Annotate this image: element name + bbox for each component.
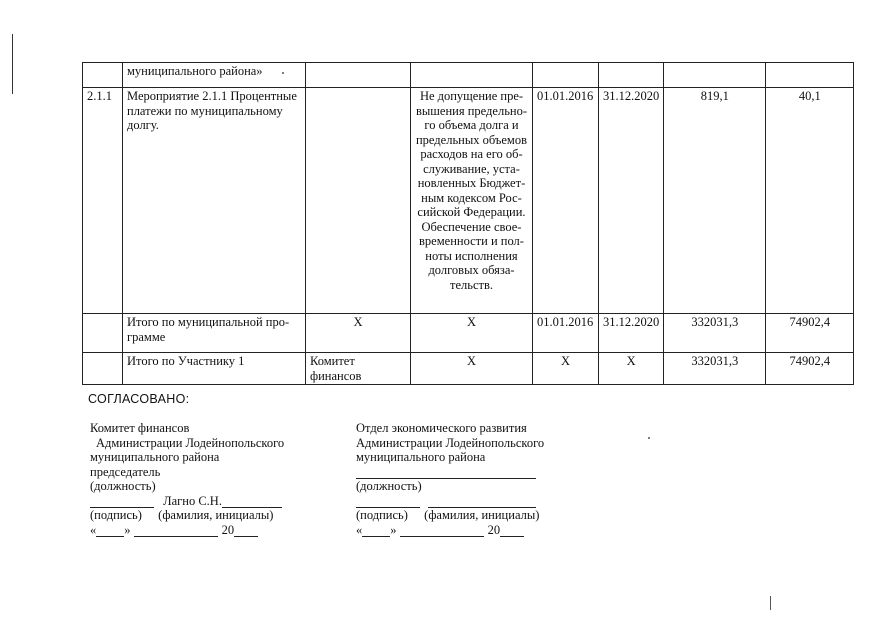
cell-total: 332031,3 bbox=[664, 314, 766, 353]
cell-end: X bbox=[599, 353, 664, 385]
left-signer-name: Лагно С.Н. bbox=[163, 493, 222, 508]
right-position-caption: (должность) bbox=[356, 479, 422, 493]
left-position-caption: (должность) bbox=[90, 479, 156, 493]
cell-year: 74902,4 bbox=[766, 353, 854, 385]
right-signature-captions bbox=[356, 508, 544, 523]
program-table bbox=[82, 62, 854, 385]
left-date-line: « » 20 bbox=[90, 523, 284, 538]
cell-result bbox=[411, 63, 533, 88]
cell-end: 31.12.2020 bbox=[599, 314, 664, 353]
left-org-line: Администрации Лодейнопольского bbox=[96, 435, 285, 450]
cell-result: Не допущение пре- вышения предельно- го объема долга и предельных объемов расходов на его об- служивание, уста- новленных Бюджет- ным кодексом Рос- сийской Федерации. Обеспечение свое- временности и пол- ноты исполнения долговых обяза- тельств. bbox=[411, 88, 533, 314]
scan-speck bbox=[770, 596, 771, 610]
cell-num bbox=[83, 314, 123, 353]
approval-right-block bbox=[356, 421, 544, 537]
table-row-top bbox=[83, 63, 854, 88]
cell-start: X bbox=[533, 353, 599, 385]
cell-name: Итого по Участнику 1 bbox=[123, 353, 306, 385]
cell-executor bbox=[306, 88, 411, 314]
approval-heading: СОГЛАСОВАНО: bbox=[88, 392, 190, 406]
cell-executor bbox=[306, 63, 411, 88]
cell-year: 40,1 bbox=[766, 88, 854, 314]
cell-end bbox=[599, 63, 664, 88]
table-row-participant-total bbox=[83, 353, 854, 385]
right-date-line: « » 20 bbox=[356, 523, 544, 538]
cell-num bbox=[83, 63, 123, 88]
cell-total: 332031,3 bbox=[664, 353, 766, 385]
approval-left-block bbox=[90, 421, 284, 537]
cell-num: 2.1.1 bbox=[83, 88, 123, 314]
table-row-event bbox=[83, 88, 854, 314]
cell-end: 31.12.2020 bbox=[599, 88, 664, 314]
cell-start: 01.01.2016 bbox=[533, 88, 599, 314]
cell-year bbox=[766, 63, 854, 88]
cell-result: X bbox=[411, 314, 533, 353]
cell-year: 74902,4 bbox=[766, 314, 854, 353]
cell-executor: Комитет финансов bbox=[306, 353, 411, 385]
cell-name: Итого по муниципальной про-грамме bbox=[123, 314, 306, 353]
cell-name: Мероприятие 2.1.1 Процентные платежи по муниципальному долгу. bbox=[123, 88, 306, 314]
right-signature-line bbox=[356, 494, 544, 509]
cell-start: 01.01.2016 bbox=[533, 314, 599, 353]
scan-margin-mark bbox=[12, 34, 13, 94]
cell-num bbox=[83, 353, 123, 385]
cell-total bbox=[664, 63, 766, 88]
cell-total: 819,1 bbox=[664, 88, 766, 314]
right-name-caption: (фамилия, инициалы) bbox=[424, 508, 540, 522]
left-sign-caption: (подпись) bbox=[90, 508, 142, 522]
right-org-line: муниципального района bbox=[356, 450, 486, 464]
cell-executor: X bbox=[306, 314, 411, 353]
left-org-line: Комитет финансов bbox=[90, 421, 190, 435]
left-org-line: муниципального района bbox=[90, 450, 220, 464]
right-position-line bbox=[356, 465, 544, 480]
cell-start bbox=[533, 63, 599, 88]
right-org-line: Отдел экономического развития bbox=[356, 421, 527, 435]
table-row-program-total bbox=[83, 314, 854, 353]
right-org-line: Администрации Лодейнопольского bbox=[356, 435, 545, 450]
scan-speck bbox=[648, 437, 650, 439]
left-position: председатель bbox=[90, 464, 161, 479]
right-sign-caption: (подпись) bbox=[356, 508, 408, 522]
cell-name: муниципального района» bbox=[123, 63, 306, 88]
cell-result: X bbox=[411, 353, 533, 385]
left-signature-captions bbox=[90, 508, 284, 523]
left-signature-line bbox=[90, 494, 284, 509]
left-name-caption: (фамилия, инициалы) bbox=[158, 508, 274, 522]
